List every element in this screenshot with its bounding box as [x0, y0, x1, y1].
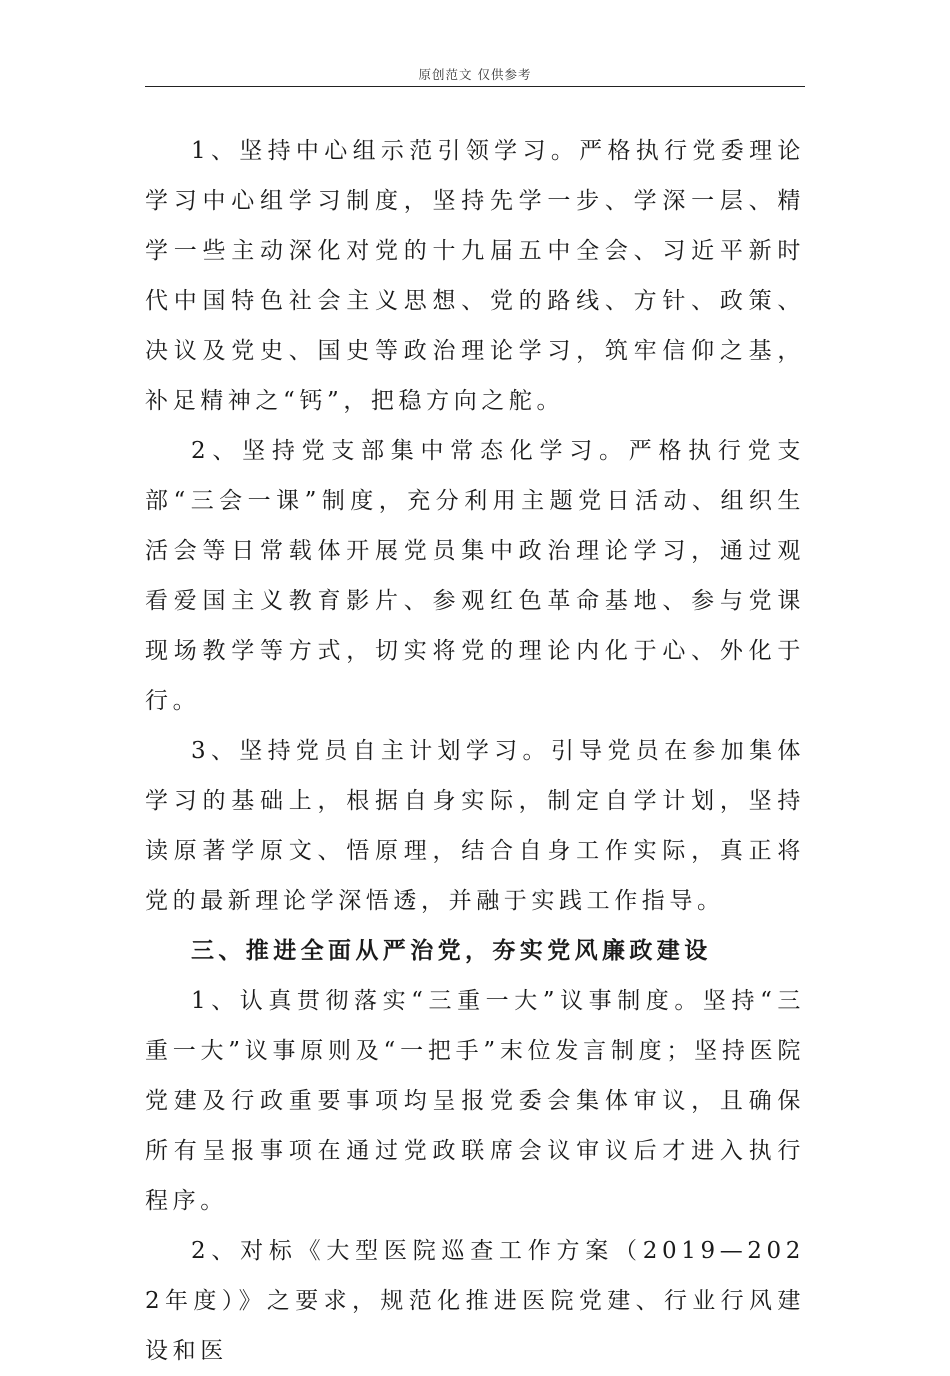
paragraph-study-central-group: 1、坚持中心组示范引领学习。严格执行党委理论学习中心组学习制度，坚持先学一步、学深一层、精学一些主动深化对党的十九届五中全会、习近平新时代中国特色社会主义思想、党的路线、方针、政策、决议及党史、国史等政治理论学习，筑牢信仰之基，补足精神之“钙”，把稳方向之舵。: [145, 138, 805, 414]
header-divider: [145, 86, 805, 87]
document-body: [145, 126, 805, 1376]
paragraph-self-study: 3、坚持党员自主计划学习。引导党员在参加集体学习的基础上，根据自身实际，制定自学计划，坚持读原著学原文、悟原理，结合自身工作实际，真正将党的最新理论学深悟透，并融于实践工作指导。: [145, 738, 805, 914]
section-heading-party-discipline: 三、推进全面从严治党，夯实党风廉政建设: [191, 938, 712, 964]
paragraph-branch-study: 2、坚持党支部集中常态化学习。严格执行党支部“三会一课”制度，充分利用主题党日活动、组织生活会等日常载体开展党员集中政治理论学习，通过观看爱国主义教育影片、参观红色革命基地、参与党课现场教学等方式，切实将党的理论内化于心、外化于行。: [145, 438, 805, 714]
paragraph-hospital-inspection: 2、对标《大型医院巡查工作方案（2019—2022年度）》之要求，规范化推进医院党建、行业行风建设和医: [145, 1238, 805, 1364]
paragraph-three-important-one-large: 1、认真贯彻落实“三重一大”议事制度。坚持“三重一大”议事原则及“一把手”末位发言制度；坚持医院党建及行政重要事项均呈报党委会集体审议，且确保所有呈报事项在通过党政联席会议审议后才进入执行程序。: [145, 988, 805, 1214]
page-header: 原创范文 仅供参考: [418, 67, 532, 82]
